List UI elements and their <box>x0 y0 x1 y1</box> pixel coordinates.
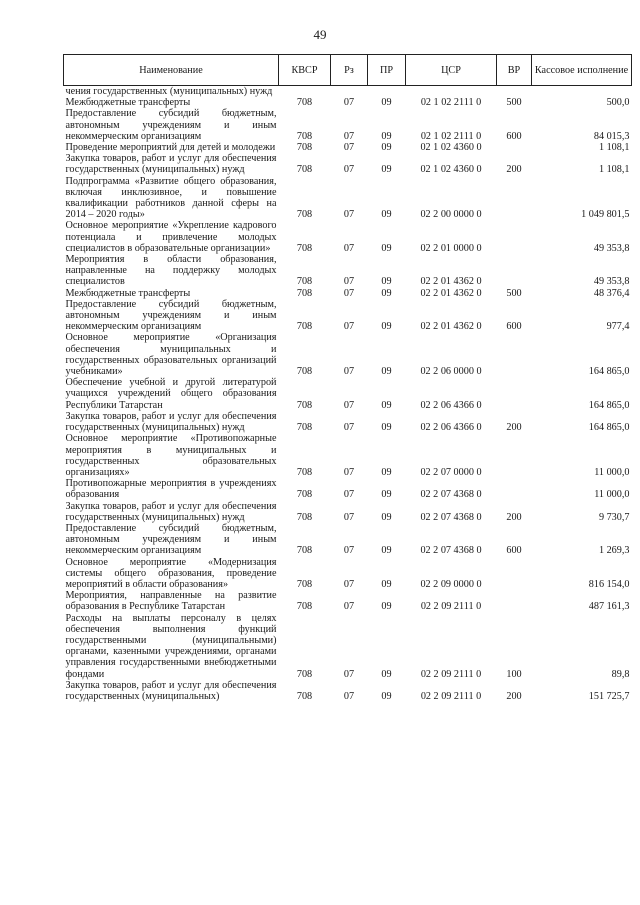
cell-rz <box>331 86 368 98</box>
cell-csr: 02 2 06 4366 0 <box>420 422 482 434</box>
table-row <box>64 501 632 523</box>
cell-vr <box>497 377 532 411</box>
cell-rz: 07 <box>343 422 355 434</box>
cell-pr: 09 <box>381 287 392 299</box>
cell-vr <box>497 478 532 500</box>
cell-csr: 02 2 01 4362 0 <box>420 276 482 288</box>
cell-amount: 164 865,0 <box>588 366 630 378</box>
cell-kvsr: 708 <box>296 321 313 333</box>
cell-csr: 02 2 09 2111 0 <box>420 601 482 613</box>
cell-name: Межбюджетные трансферты <box>65 97 191 109</box>
cell-name: Обеспечение учебной и другой литературой учащихся учреждений общего образования Республики Татарстан <box>65 377 277 411</box>
cell-kvsr: 708 <box>296 511 313 523</box>
cell-name: Основное мероприятие «Противопожарные мероприятия в муниципальных и государственных образовательных организациях» <box>65 433 277 478</box>
cell-pr: 09 <box>381 242 392 254</box>
cell-amount: 1 108,1 <box>598 142 630 154</box>
page-number: 49 <box>313 27 327 42</box>
cell-csr: 02 2 01 4362 0 <box>420 321 482 333</box>
table-row <box>64 220 632 254</box>
cell-vr <box>497 220 532 254</box>
cell-pr: 09 <box>381 668 392 680</box>
cell-amount: 11 000,0 <box>594 466 630 478</box>
cell-vr: 600 <box>506 321 522 333</box>
table-row <box>64 478 632 500</box>
cell-name: Мероприятия, направленные на развитие образования в Республике Татарстан <box>65 590 277 613</box>
cell-csr: 02 2 07 4368 0 <box>420 489 482 501</box>
cell-name: Закупка товаров, работ и услуг для обеспечения государственных (муниципальных) <box>65 679 277 702</box>
cell-rz: 07 <box>343 130 355 142</box>
cell-csr: 02 2 06 4366 0 <box>420 399 482 411</box>
table-row <box>64 86 632 98</box>
cell-kvsr: 708 <box>296 276 313 288</box>
cell-kvsr: 708 <box>296 209 313 221</box>
cell-name: Предоставление субсидий бюджетным, автономным учреждениям и иным некоммерческим организациям <box>65 522 277 557</box>
cell-csr: 02 2 07 4368 0 <box>420 511 482 523</box>
cell-pr: 09 <box>381 366 392 378</box>
cell-kvsr: 708 <box>296 601 313 613</box>
cell-rz: 07 <box>343 142 355 154</box>
cell-vr: 200 <box>506 164 522 176</box>
cell-rz: 07 <box>343 578 355 590</box>
cell-amount: 164 865,0 <box>588 399 630 411</box>
header-pr: ПР <box>368 55 406 86</box>
cell-amount: 1 269,3 <box>598 545 630 557</box>
cell-csr: 02 2 09 0000 0 <box>420 578 482 590</box>
cell-vr <box>497 254 532 288</box>
cell-kvsr: 708 <box>296 422 313 434</box>
cell-pr <box>368 86 406 98</box>
cell-pr: 09 <box>381 164 392 176</box>
cell-kvsr: 708 <box>296 578 313 590</box>
cell-vr: 600 <box>506 545 522 557</box>
header-csr: ЦСР <box>406 55 497 86</box>
cell-pr: 09 <box>381 690 392 702</box>
cell-kvsr: 708 <box>296 545 313 557</box>
cell-csr: 02 2 00 0000 0 <box>420 209 482 221</box>
cell-rz: 07 <box>343 366 355 378</box>
cell-vr: 600 <box>506 130 522 142</box>
cell-rz: 07 <box>343 601 355 613</box>
cell-pr: 09 <box>381 578 392 590</box>
cell-pr: 09 <box>381 511 392 523</box>
cell-pr: 09 <box>381 321 392 333</box>
cell-amount: 48 376,4 <box>593 287 630 299</box>
table-body <box>64 86 632 703</box>
cell-pr: 09 <box>381 399 392 411</box>
cell-rz: 07 <box>343 287 355 299</box>
cell-pr: 09 <box>381 466 392 478</box>
header-kvsr: КВСР <box>279 55 331 86</box>
cell-rz: 07 <box>343 276 355 288</box>
cell-name: Основное мероприятие «Модернизация системы общего образования, проведение мероприятий в области образования» <box>65 556 277 590</box>
cell-kvsr: 708 <box>296 690 313 702</box>
table-row <box>64 254 632 288</box>
table-header-row <box>64 55 632 86</box>
cell-vr: 500 <box>506 97 522 109</box>
table-row <box>64 332 632 377</box>
cell-kvsr: 708 <box>296 142 313 154</box>
cell-vr <box>497 332 532 377</box>
cell-pr: 09 <box>381 276 392 288</box>
cell-kvsr: 708 <box>296 489 313 501</box>
cell-name: Основное мероприятие «Укрепление кадрового потенциала и привлечение молодых специалистов в образовательные организации» <box>65 220 277 254</box>
cell-vr <box>497 142 532 153</box>
cell-rz: 07 <box>343 242 355 254</box>
cell-name: Проведение мероприятий для детей и молодежи <box>65 142 276 154</box>
cell-name: Подпрограмма «Развитие общего образования, включая инклюзивное, и повышение квалификации работников данной сферы на 2014 – 2020 годы» <box>65 175 277 221</box>
cell-name: Закупка товаров, работ и услуг для обеспечения государственных (муниципальных) нужд <box>65 410 277 434</box>
cell-vr <box>497 176 532 221</box>
cell-rz: 07 <box>343 399 355 411</box>
cell-pr: 09 <box>381 209 392 221</box>
cell-rz: 07 <box>343 690 355 702</box>
cell-amount: 1 049 801,5 <box>581 209 630 221</box>
cell-name: Предоставление субсидий бюджетным, автономным учреждениям и иным некоммерческим организациям <box>65 298 277 333</box>
cell-kvsr: 708 <box>296 287 313 299</box>
cell-pr: 09 <box>381 489 392 501</box>
cell-vr <box>497 590 532 612</box>
table-row <box>64 142 632 153</box>
cell-kvsr: 708 <box>296 130 313 142</box>
cell-vr <box>497 86 532 98</box>
cell-name: Закупка товаров, работ и услуг для обеспечения государственных (муниципальных) нужд <box>65 153 277 176</box>
cell-rz: 07 <box>343 466 355 478</box>
cell-csr: 02 2 06 0000 0 <box>420 366 482 378</box>
budget-execution-table <box>63 54 632 702</box>
cell-amount: 84 015,3 <box>593 130 630 142</box>
cell-vr <box>497 433 532 478</box>
table-row <box>64 433 632 478</box>
cell-amount: 89,8 <box>611 668 630 680</box>
header-rz: Рз <box>331 55 368 86</box>
cell-name: Закупка товаров, работ и услуг для обеспечения государственных (муниципальных) нужд <box>65 500 277 523</box>
cell-csr: 02 1 02 4360 0 <box>420 142 482 154</box>
header-name: Наименование <box>64 55 279 86</box>
cell-pr: 09 <box>381 97 392 109</box>
cell-amount: 500,0 <box>606 97 630 109</box>
table-row <box>64 288 632 299</box>
cell-kvsr: 708 <box>296 366 313 378</box>
cell-name: чения государственных (муниципальных) нужд <box>65 86 273 97</box>
table-row <box>64 377 632 411</box>
table-row <box>64 680 632 702</box>
cell-vr <box>497 557 532 591</box>
cell-vr: 500 <box>506 287 522 299</box>
cell-amount: 164 865,0 <box>588 422 630 434</box>
cell-pr: 09 <box>381 422 392 434</box>
cell-kvsr: 708 <box>296 399 313 411</box>
cell-name: Основное мероприятие «Организация обеспечения муниципальных и государственных образовательных организаций учебниками» <box>65 332 277 378</box>
cell-amount: 9 730,7 <box>598 511 630 523</box>
cell-csr: 02 1 02 2111 0 <box>420 130 482 142</box>
cell-kvsr: 708 <box>296 164 313 176</box>
cell-pr: 09 <box>381 545 392 557</box>
cell-kvsr: 708 <box>296 242 313 254</box>
cell-rz: 07 <box>343 545 355 557</box>
header-vr: ВР <box>497 55 532 86</box>
cell-rz: 07 <box>343 321 355 333</box>
table-row <box>64 176 632 221</box>
cell-amount <box>532 86 632 98</box>
cell-pr: 09 <box>381 601 392 613</box>
cell-vr: 200 <box>506 690 522 702</box>
table-row <box>64 523 632 557</box>
table-row <box>64 108 632 142</box>
cell-amount: 49 353,8 <box>593 276 630 288</box>
cell-kvsr: 708 <box>296 668 313 680</box>
cell-vr: 200 <box>506 511 522 523</box>
cell-name: Мероприятия в области образования, направленные на поддержку молодых специалистов <box>65 254 277 288</box>
cell-csr: 02 2 07 0000 0 <box>420 466 482 478</box>
cell-name: Расходы на выплаты персоналу в целях обеспечения выполнения функций государственными (муниципальными) органами, казенными учреждениями, органами управления государственными внебюджетными фондами <box>65 612 277 680</box>
cell-amount: 816 154,0 <box>588 578 630 590</box>
table-row <box>64 590 632 612</box>
cell-name: Противопожарные мероприятия в учреждениях образования <box>65 478 277 501</box>
cell-amount: 977,4 <box>606 321 630 333</box>
cell-csr: 02 1 02 4360 0 <box>420 164 482 176</box>
cell-kvsr <box>279 86 331 98</box>
cell-rz: 07 <box>343 164 355 176</box>
table-row <box>64 299 632 333</box>
cell-pr: 09 <box>381 142 392 154</box>
table-row <box>64 613 632 680</box>
cell-amount: 151 725,7 <box>588 690 630 702</box>
cell-pr: 09 <box>381 130 392 142</box>
cell-vr: 200 <box>506 422 522 434</box>
cell-amount: 49 353,8 <box>593 242 630 254</box>
cell-csr: 02 2 09 2111 0 <box>420 668 482 680</box>
cell-rz: 07 <box>343 489 355 501</box>
cell-rz: 07 <box>343 668 355 680</box>
cell-csr: 02 2 09 2111 0 <box>420 690 482 702</box>
cell-rz: 07 <box>343 97 355 109</box>
table-row <box>64 557 632 591</box>
cell-name: Предоставление субсидий бюджетным, автономным учреждениям и иным некоммерческим организациям <box>65 108 277 142</box>
cell-name: Межбюджетные трансферты <box>65 287 191 299</box>
cell-csr: 02 2 01 0000 0 <box>420 242 482 254</box>
cell-vr: 100 <box>506 668 522 680</box>
cell-rz: 07 <box>343 511 355 523</box>
cell-rz: 07 <box>343 209 355 221</box>
cell-amount: 11 000,0 <box>594 489 630 501</box>
cell-amount: 1 108,1 <box>598 164 630 176</box>
cell-amount: 487 161,3 <box>588 601 630 613</box>
table-row <box>64 153 632 175</box>
table-row <box>64 411 632 433</box>
cell-kvsr: 708 <box>296 97 313 109</box>
cell-csr <box>406 86 497 98</box>
cell-csr: 02 2 01 4362 0 <box>420 287 482 299</box>
cell-kvsr: 708 <box>296 466 313 478</box>
cell-csr: 02 2 07 4368 0 <box>420 545 482 557</box>
cell-csr: 02 1 02 2111 0 <box>420 97 482 109</box>
header-amount: Кассовое исполнение <box>532 55 632 86</box>
table-row <box>64 97 632 108</box>
